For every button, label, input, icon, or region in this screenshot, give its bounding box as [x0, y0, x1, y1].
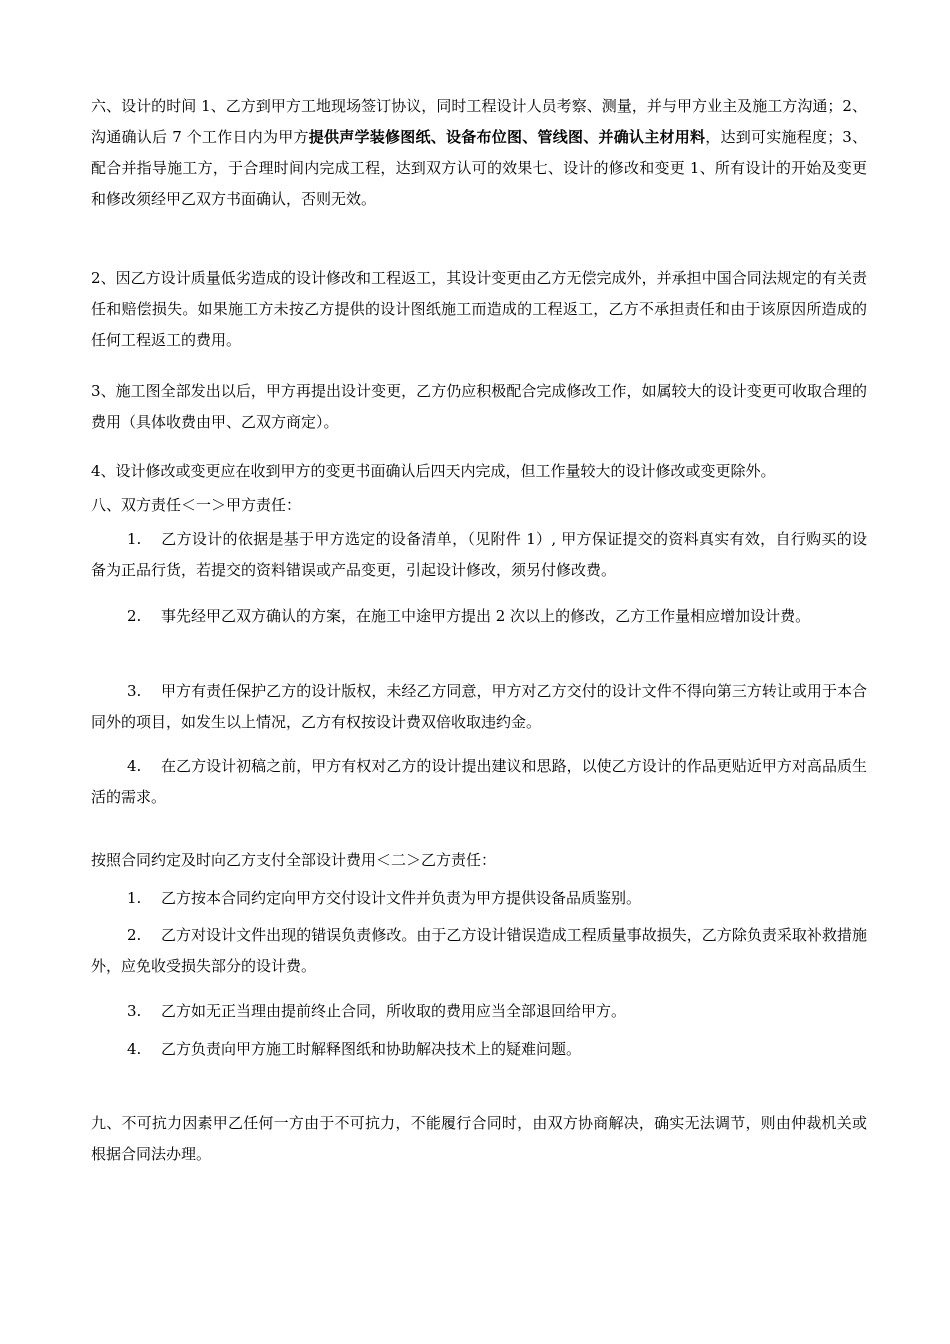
- item-number: 4.: [127, 1040, 142, 1058]
- section-7-paragraph-4: 4、设计修改或变更应在收到甲方的变更书面确认后四天内完成，但工作量较大的设计修改或变更除外。: [91, 462, 776, 480]
- item-number: 3.: [127, 682, 142, 700]
- party-a-item-4: [91, 751, 867, 813]
- item-text: 在乙方设计初稿之前，甲方有权对乙方的设计提出建议和思路，以使乙方设计的作品更贴近甲方对高品质生活的需求。: [91, 757, 867, 806]
- section-6-paragraph: [91, 91, 867, 215]
- item-number: 2.: [127, 607, 142, 625]
- item-number: 3.: [127, 1002, 142, 1020]
- section-7-paragraph-3: 3、施工图全部发出以后，甲方再提出设计变更，乙方仍应积极配合完成修改工作，如属较大的设计变更可收取合理的费用（具体收费由甲、乙双方商定）。: [91, 382, 867, 431]
- section-6-text-start: 六、设计的时间 1、乙方到甲方工地现场签订协议，同时工程设计人员考察、测量，并与甲方业主及施工方沟通；2、沟通确认后 7 个工作日内为甲方: [91, 97, 867, 146]
- party-b-item-1: [91, 883, 867, 914]
- item-text: 甲方有责任保护乙方的设计版权，未经乙方同意，甲方对乙方交付的设计文件不得向第三方转让或用于本合同外的项目，如发生以上情况，乙方有权按设计费双倍收取违约金。: [91, 682, 867, 731]
- item-number: 1.: [127, 889, 142, 907]
- section-7-paragraph-2: 2、因乙方设计质量低劣造成的设计修改和工程返工，其设计变更由乙方无偿完成外，并承担中国合同法规定的有关责任和赔偿损失。如果施工方未按乙方提供的设计图纸施工而造成的工程返工，乙方不承担责任和由于该原因所造成的任何工程返工的费用。: [91, 269, 867, 349]
- item-text: 乙方负责向甲方施工时解释图纸和协助解决技术上的疑难问题。: [161, 1040, 582, 1058]
- section-8-heading: 八、双方责任＜一＞甲方责任：: [91, 496, 302, 514]
- item-text: 乙方设计的依据是基于甲方选定的设备清单，（见附件 1）, 甲方保证提交的资料真实有效，自行购买的设备为正品行货，若提交的资料错误或产品变更，引起设计修改，须另付修改费。: [91, 530, 867, 579]
- item-number: 2.: [127, 926, 142, 944]
- party-a-item-3: [91, 676, 867, 738]
- item-number: 4.: [127, 757, 142, 775]
- party-a-item-1: [91, 524, 867, 586]
- item-text: 乙方按本合同约定向甲方交付设计文件并负责为甲方提供设备品质鉴别。: [161, 889, 642, 907]
- item-text: 乙方对设计文件出现的错误负责修改。由于乙方设计错误造成工程质量事故损失，乙方除负责采取补救措施外，应免收受损失部分的设计费。: [91, 926, 867, 975]
- item-text: 乙方如无正当理由提前终止合同，所收取的费用应当全部退回给甲方。: [161, 1002, 627, 1020]
- party-b-item-3: [91, 996, 867, 1027]
- item-number: 1.: [127, 530, 142, 548]
- section-6-text-end: ，达到可实施程度；3、配合并指导施工方，于合理时间内完成工程，达到双方认可的效果七、设计的修改和变更 1、所有设计的开始及变更和修改须经甲乙双方书面确认，否则无效。: [91, 128, 867, 208]
- section-6-bold-deliverables: 提供声学装修图纸、设备布位图、管线图、并确认主材用料: [308, 128, 706, 146]
- party-b-item-4: [91, 1034, 867, 1065]
- party-a-item-2: [91, 601, 867, 632]
- party-b-item-2: [91, 920, 867, 982]
- item-text: 事先经甲乙双方确认的方案，在施工中途甲方提出 2 次以上的修改，乙方工作量相应增加设计费。: [161, 607, 811, 625]
- party-b-heading: 按照合同约定及时向乙方支付全部设计费用＜二＞乙方责任：: [91, 851, 497, 869]
- section-9-paragraph: 九、不可抗力因素甲乙任何一方由于不可抗力，不能履行合同时，由双方协商解决，确实无法调节，则由仲裁机关或根据合同法办理。: [91, 1114, 867, 1163]
